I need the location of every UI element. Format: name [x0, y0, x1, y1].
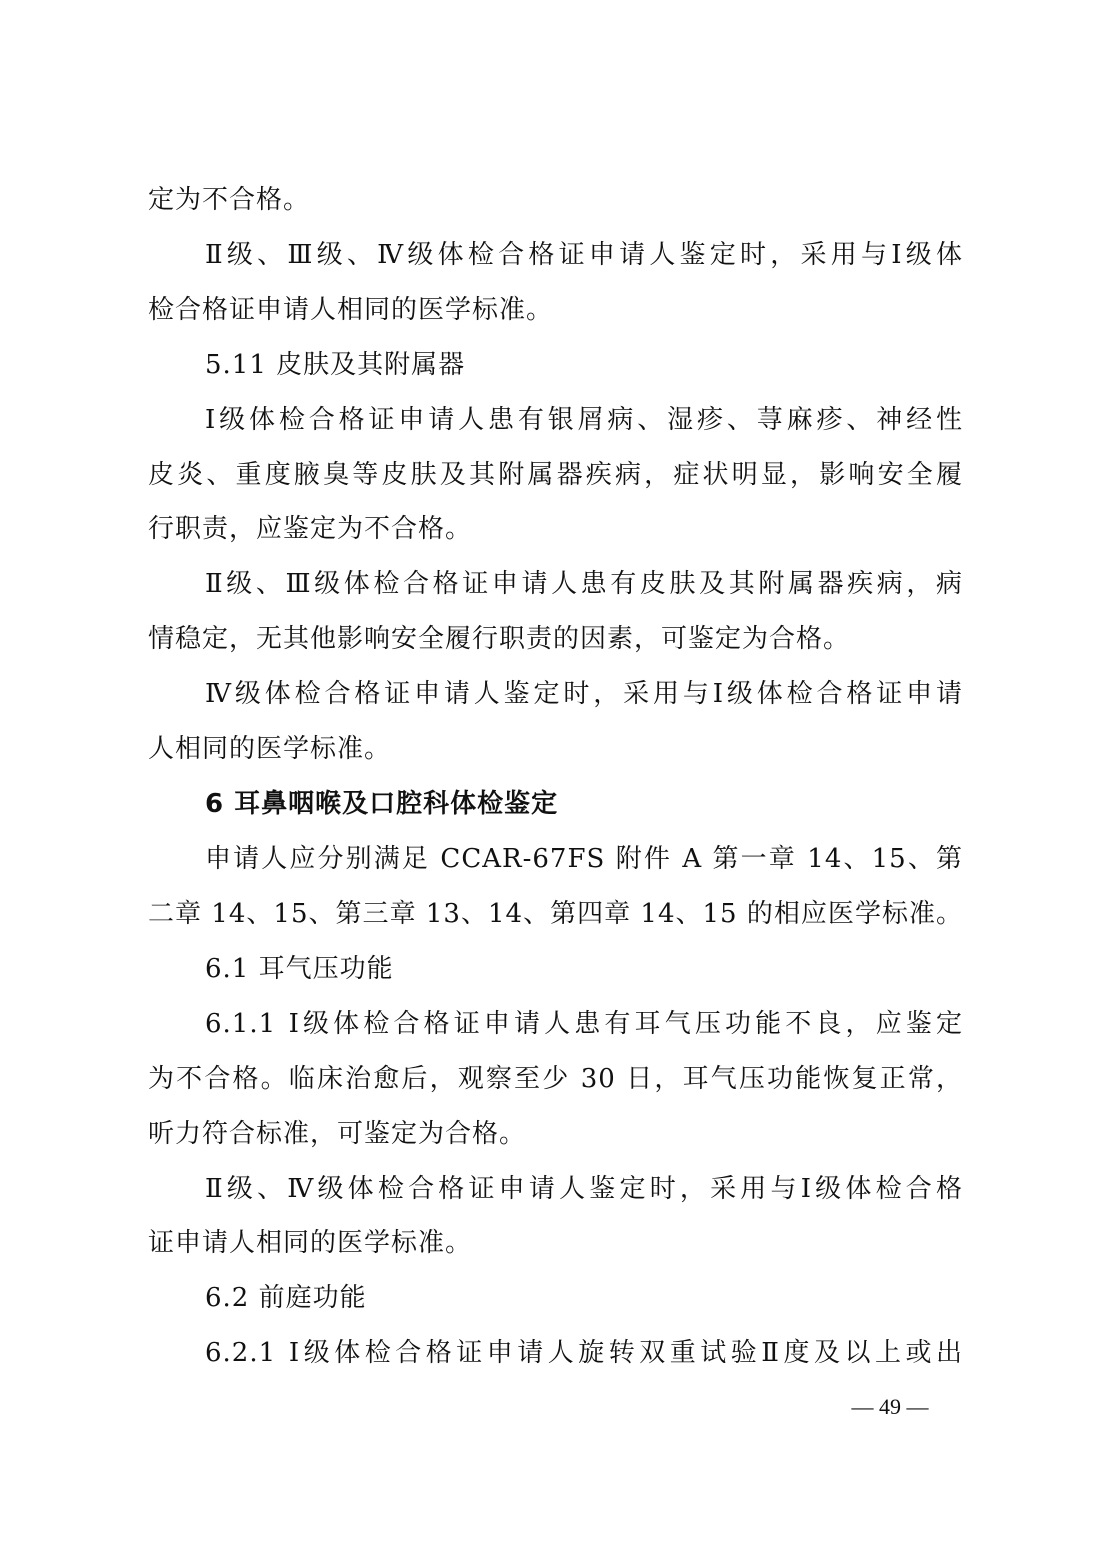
text-line: 行职责，应鉴定为不合格。 [148, 514, 473, 544]
text-line: 6.2.1 Ⅰ级体检合格证申请人旋转双重试验Ⅱ度及以上或出 [205, 1338, 963, 1368]
section-heading: 6.1 耳气压功能 [205, 954, 394, 984]
text-line: 申请人应分别满足 CCAR-67FS 附件 A 第一章 14、15、第 [205, 844, 963, 874]
text-line: 定为不合格。 [148, 185, 311, 215]
text-line: 证申请人相同的医学标准。 [148, 1228, 473, 1258]
text-line: Ⅱ级、Ⅳ级体检合格证申请人鉴定时，采用与Ⅰ级体检合格 [205, 1174, 963, 1204]
section-heading: 5.11 皮肤及其附属器 [205, 350, 466, 380]
text-line: 人相同的医学标准。 [148, 734, 392, 764]
text-line: Ⅱ级、Ⅲ级、Ⅳ级体检合格证申请人鉴定时，采用与Ⅰ级体 [205, 240, 963, 270]
text-line: 皮炎、重度腋臭等皮肤及其附属器疾病，症状明显，影响安全履 [148, 460, 963, 490]
chapter-heading: 6 耳鼻咽喉及口腔科体检鉴定 [205, 789, 559, 819]
section-heading: 6.2 前庭功能 [205, 1283, 367, 1313]
text-line: 听力符合标准，可鉴定为合格。 [148, 1119, 527, 1149]
text-line: Ⅳ级体检合格证申请人鉴定时，采用与Ⅰ级体检合格证申请 [205, 679, 963, 709]
text-line: Ⅰ级体检合格证申请人患有银屑病、湿疹、荨麻疹、神经性 [205, 405, 963, 435]
text-line: 6.1.1 Ⅰ级体检合格证申请人患有耳气压功能不良，应鉴定 [205, 1009, 963, 1039]
text-line: 二章 14、15、第三章 13、14、第四章 14、15 的相应医学标准。 [148, 899, 963, 929]
page-number: — 49 — [851, 1394, 929, 1419]
text-line: Ⅱ级、Ⅲ级体检合格证申请人患有皮肤及其附属器疾病，病 [205, 569, 963, 599]
text-line: 检合格证申请人相同的医学标准。 [148, 295, 554, 325]
text-line: 为不合格。临床治愈后，观察至少 30 日，耳气压功能恢复正常， [148, 1064, 963, 1094]
text-line: 情稳定，无其他影响安全履行职责的因素，可鉴定为合格。 [148, 624, 851, 654]
